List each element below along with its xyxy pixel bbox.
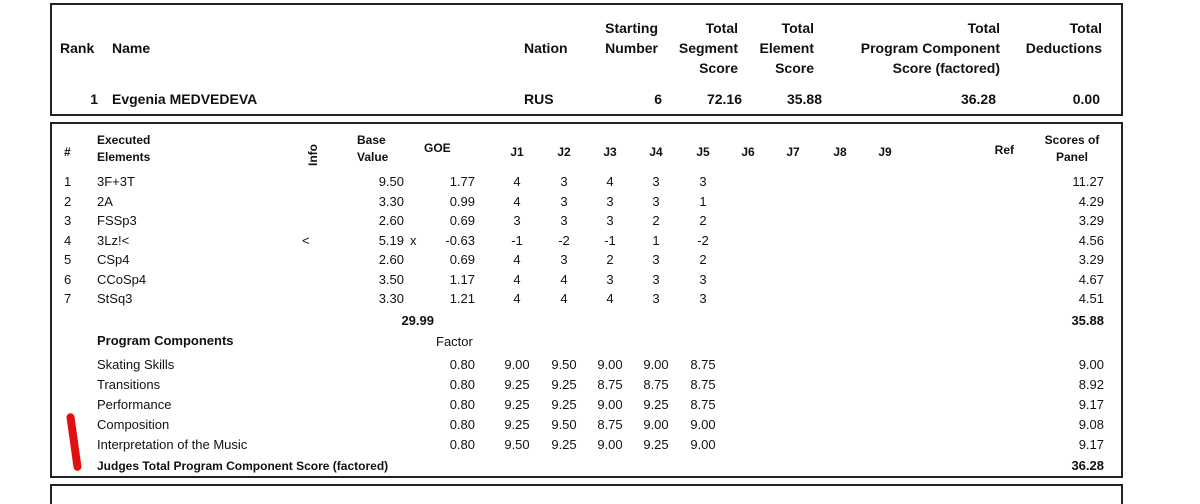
element-judge-score: 3 [560,252,568,267]
components-total-panel: 36.28 [1071,458,1104,473]
component-panel-score: 9.00 [1078,357,1104,372]
col-base-header-2: Value [357,150,389,164]
judge-header-1: J1 [510,145,524,159]
col-info-header: Info [306,144,320,166]
component-judge-score: 8.75 [690,397,716,412]
element-name: StSq3 [97,291,133,306]
element-goe: 1.17 [449,271,475,287]
element-judge-score: 4 [606,174,614,189]
element-judge-score: 4 [560,271,568,287]
element-number: 3 [64,213,72,228]
component-name: Performance [97,397,172,412]
element-panel-score: 4.51 [1078,291,1104,306]
element-panel-score: 11.27 [1072,174,1104,189]
component-judge-score: 9.25 [504,377,530,392]
element-judge-score: 3 [606,193,614,209]
tes-label-2: Element [759,40,814,56]
element-judge-score: 3 [560,174,568,189]
col-ref-header: Ref [994,143,1014,157]
component-judge-score: 8.75 [643,377,669,392]
component-panel-score: 9.08 [1078,417,1104,432]
component-factor: 0.80 [449,377,475,392]
component-judge-score: 9.00 [643,417,669,432]
element-name: 3F+3T [97,174,135,189]
element-number: 5 [64,252,72,267]
component-judge-score: 9.25 [504,417,530,432]
element-base-value: 5.19 [378,232,404,248]
element-name: CSp4 [97,252,130,267]
element-judge-score: 3 [560,193,568,209]
element-judge-score: 4 [513,174,521,189]
element-judge-score: -2 [697,232,709,248]
element-number: 7 [64,291,72,306]
element-base-value: 2.60 [378,252,404,267]
component-judge-score: 9.00 [504,357,530,372]
col-executed-header-1: Executed [97,133,151,147]
judge-header-2: J2 [557,145,571,159]
component-judge-score: 9.00 [690,417,716,432]
element-judge-score: -1 [511,232,523,248]
component-judge-score: 9.25 [551,437,577,452]
elements-total-panel: 35.88 [1071,313,1104,328]
element-judge-score: -1 [604,232,616,248]
element-judge-score: 4 [513,252,521,267]
col-panel-header-2: Panel [1055,150,1088,164]
element-name: FSSp3 [97,213,137,228]
element-panel-score: 4.56 [1078,232,1104,248]
judge-header-6: J6 [741,145,755,159]
element-judge-score: 3 [652,174,660,189]
component-judge-score: 9.50 [551,357,577,372]
name-label: Name [112,40,151,56]
next-section-box [50,484,1123,504]
starting-number-label-2: Number [605,40,658,56]
element-judge-score: 3 [652,252,660,267]
deductions-label-2: Deductions [1025,40,1102,56]
component-judge-score: 9.00 [597,357,623,372]
element-base-value: 3.50 [378,271,404,287]
component-judge-score: 9.50 [504,437,530,452]
elements-total-base: 29.99 [401,313,434,328]
col-executed-header-2: Elements [97,150,151,164]
element-judge-score: 3 [699,271,707,287]
element-judge-score: 4 [606,291,614,306]
skater-nation: RUS [524,91,554,107]
element-judge-score: 4 [513,291,521,306]
component-judge-score: 8.75 [597,417,623,432]
judge-header-5: J5 [696,145,710,159]
col-goe-header: GOE [424,141,451,155]
tes-label-3: Score [775,60,814,76]
component-factor: 0.80 [449,357,475,372]
element-name: 2A [97,193,113,209]
component-panel-score: 9.17 [1078,397,1104,412]
element-goe: 1.77 [449,174,475,189]
component-factor: 0.80 [449,437,475,452]
element-judge-score: 4 [513,271,521,287]
component-factor: 0.80 [449,417,475,432]
component-judge-score: 9.25 [551,397,577,412]
element-name: CCoSp4 [97,271,147,287]
component-judge-score: 8.75 [690,377,716,392]
component-judge-score: 9.25 [643,437,669,452]
element-panel-score: 4.67 [1078,271,1104,287]
element-judge-score: 3 [652,291,660,306]
element-judge-score: 2 [699,213,707,228]
judge-header-7: J7 [786,145,800,159]
element-judge-score: 3 [699,291,707,306]
component-name: Composition [97,417,170,432]
element-base-value: 2.60 [378,213,404,228]
component-panel-score: 8.92 [1078,377,1104,392]
component-judge-score: 9.00 [597,397,623,412]
tss-label-1: Total [705,20,738,36]
components-title: Program Components [97,333,234,348]
deductions-label-1: Total [1069,20,1102,36]
element-goe: 1.21 [449,291,475,306]
element-goe: 0.69 [449,213,475,228]
element-goe: -0.63 [445,232,475,248]
element-judge-score: 2 [606,252,614,267]
component-judge-score: 9.25 [643,397,669,412]
pcs-label-3: Score (factored) [892,60,1000,76]
skater-tss: 72.16 [706,91,742,107]
component-name: Skating Skills [97,357,175,372]
element-judge-score: 4 [513,193,521,209]
element-number: 1 [64,174,72,189]
tss-label-3: Score [699,60,738,76]
tes-label-1: Total [781,20,814,36]
element-base-flag: x [410,232,417,248]
component-judge-score: 9.25 [551,377,577,392]
element-panel-score: 3.29 [1078,252,1104,267]
element-goe: 0.99 [449,193,475,209]
element-panel-score: 4.29 [1078,193,1104,209]
components-factor-header: Factor [436,334,473,349]
element-number: 6 [64,271,72,287]
element-base-value: 3.30 [378,193,404,209]
component-judge-score: 8.75 [690,357,716,372]
col-panel-header-1: Scores of [1044,133,1100,147]
element-judge-score: 3 [560,213,568,228]
judge-header-4: J4 [649,145,663,159]
component-judge-score: 9.00 [690,437,716,452]
skater-rank: 1 [90,91,98,107]
element-judge-score: 3 [652,271,660,287]
component-judge-score: 9.00 [643,357,669,372]
element-base-value: 9.50 [378,174,404,189]
rank-label: Rank [60,40,95,56]
element-judge-score: 2 [652,213,660,228]
element-judge-score: 3 [652,193,660,209]
col-num-header: # [64,145,71,159]
skater-tes: 35.88 [786,91,822,107]
element-judge-score: 2 [699,252,707,267]
col-base-header-1: Base [357,133,386,147]
skater-starting-number: 6 [654,91,662,107]
skater-deductions: 0.00 [1072,91,1100,107]
judge-header-9: J9 [878,145,892,159]
component-name: Interpretation of the Music [97,437,248,452]
element-panel-score: 3.29 [1078,213,1104,228]
element-judge-score: 1 [699,193,707,209]
judge-header-3: J3 [603,145,617,159]
judge-header-8: J8 [833,145,847,159]
nation-label: Nation [524,40,568,56]
component-panel-score: 9.17 [1078,437,1104,452]
tss-label-2: Segment [678,40,738,56]
skater-name: Evgenia MEDVEDEVA [112,91,258,107]
element-judge-score: 3 [699,174,707,189]
skater-pcs: 36.28 [960,91,996,107]
pcs-label-2: Program Component [860,40,1000,56]
element-number: 2 [64,193,72,209]
element-base-value: 3.30 [378,291,404,306]
element-info: < [302,232,310,248]
element-judge-score: 3 [513,213,521,228]
element-judge-score: 1 [652,232,660,248]
element-number: 4 [64,232,72,248]
score-details-box [50,122,1123,478]
skater-summary-box [50,3,1123,116]
element-judge-score: 3 [606,271,614,287]
component-judge-score: 9.00 [597,437,623,452]
component-judge-score: 9.25 [504,397,530,412]
element-judge-score: 3 [606,213,614,228]
component-judge-score: 8.75 [597,377,623,392]
component-name: Transitions [97,377,161,392]
component-factor: 0.80 [449,397,475,412]
element-name: 3Lz!< [97,232,130,248]
element-goe: 0.69 [449,252,475,267]
pcs-label-1: Total [967,20,1000,36]
element-judge-score: -2 [558,232,570,248]
component-judge-score: 9.50 [551,417,577,432]
starting-number-label-1: Starting [605,20,658,36]
element-judge-score: 4 [560,291,568,306]
components-total-label: Judges Total Program Component Score (factored) [97,459,389,473]
